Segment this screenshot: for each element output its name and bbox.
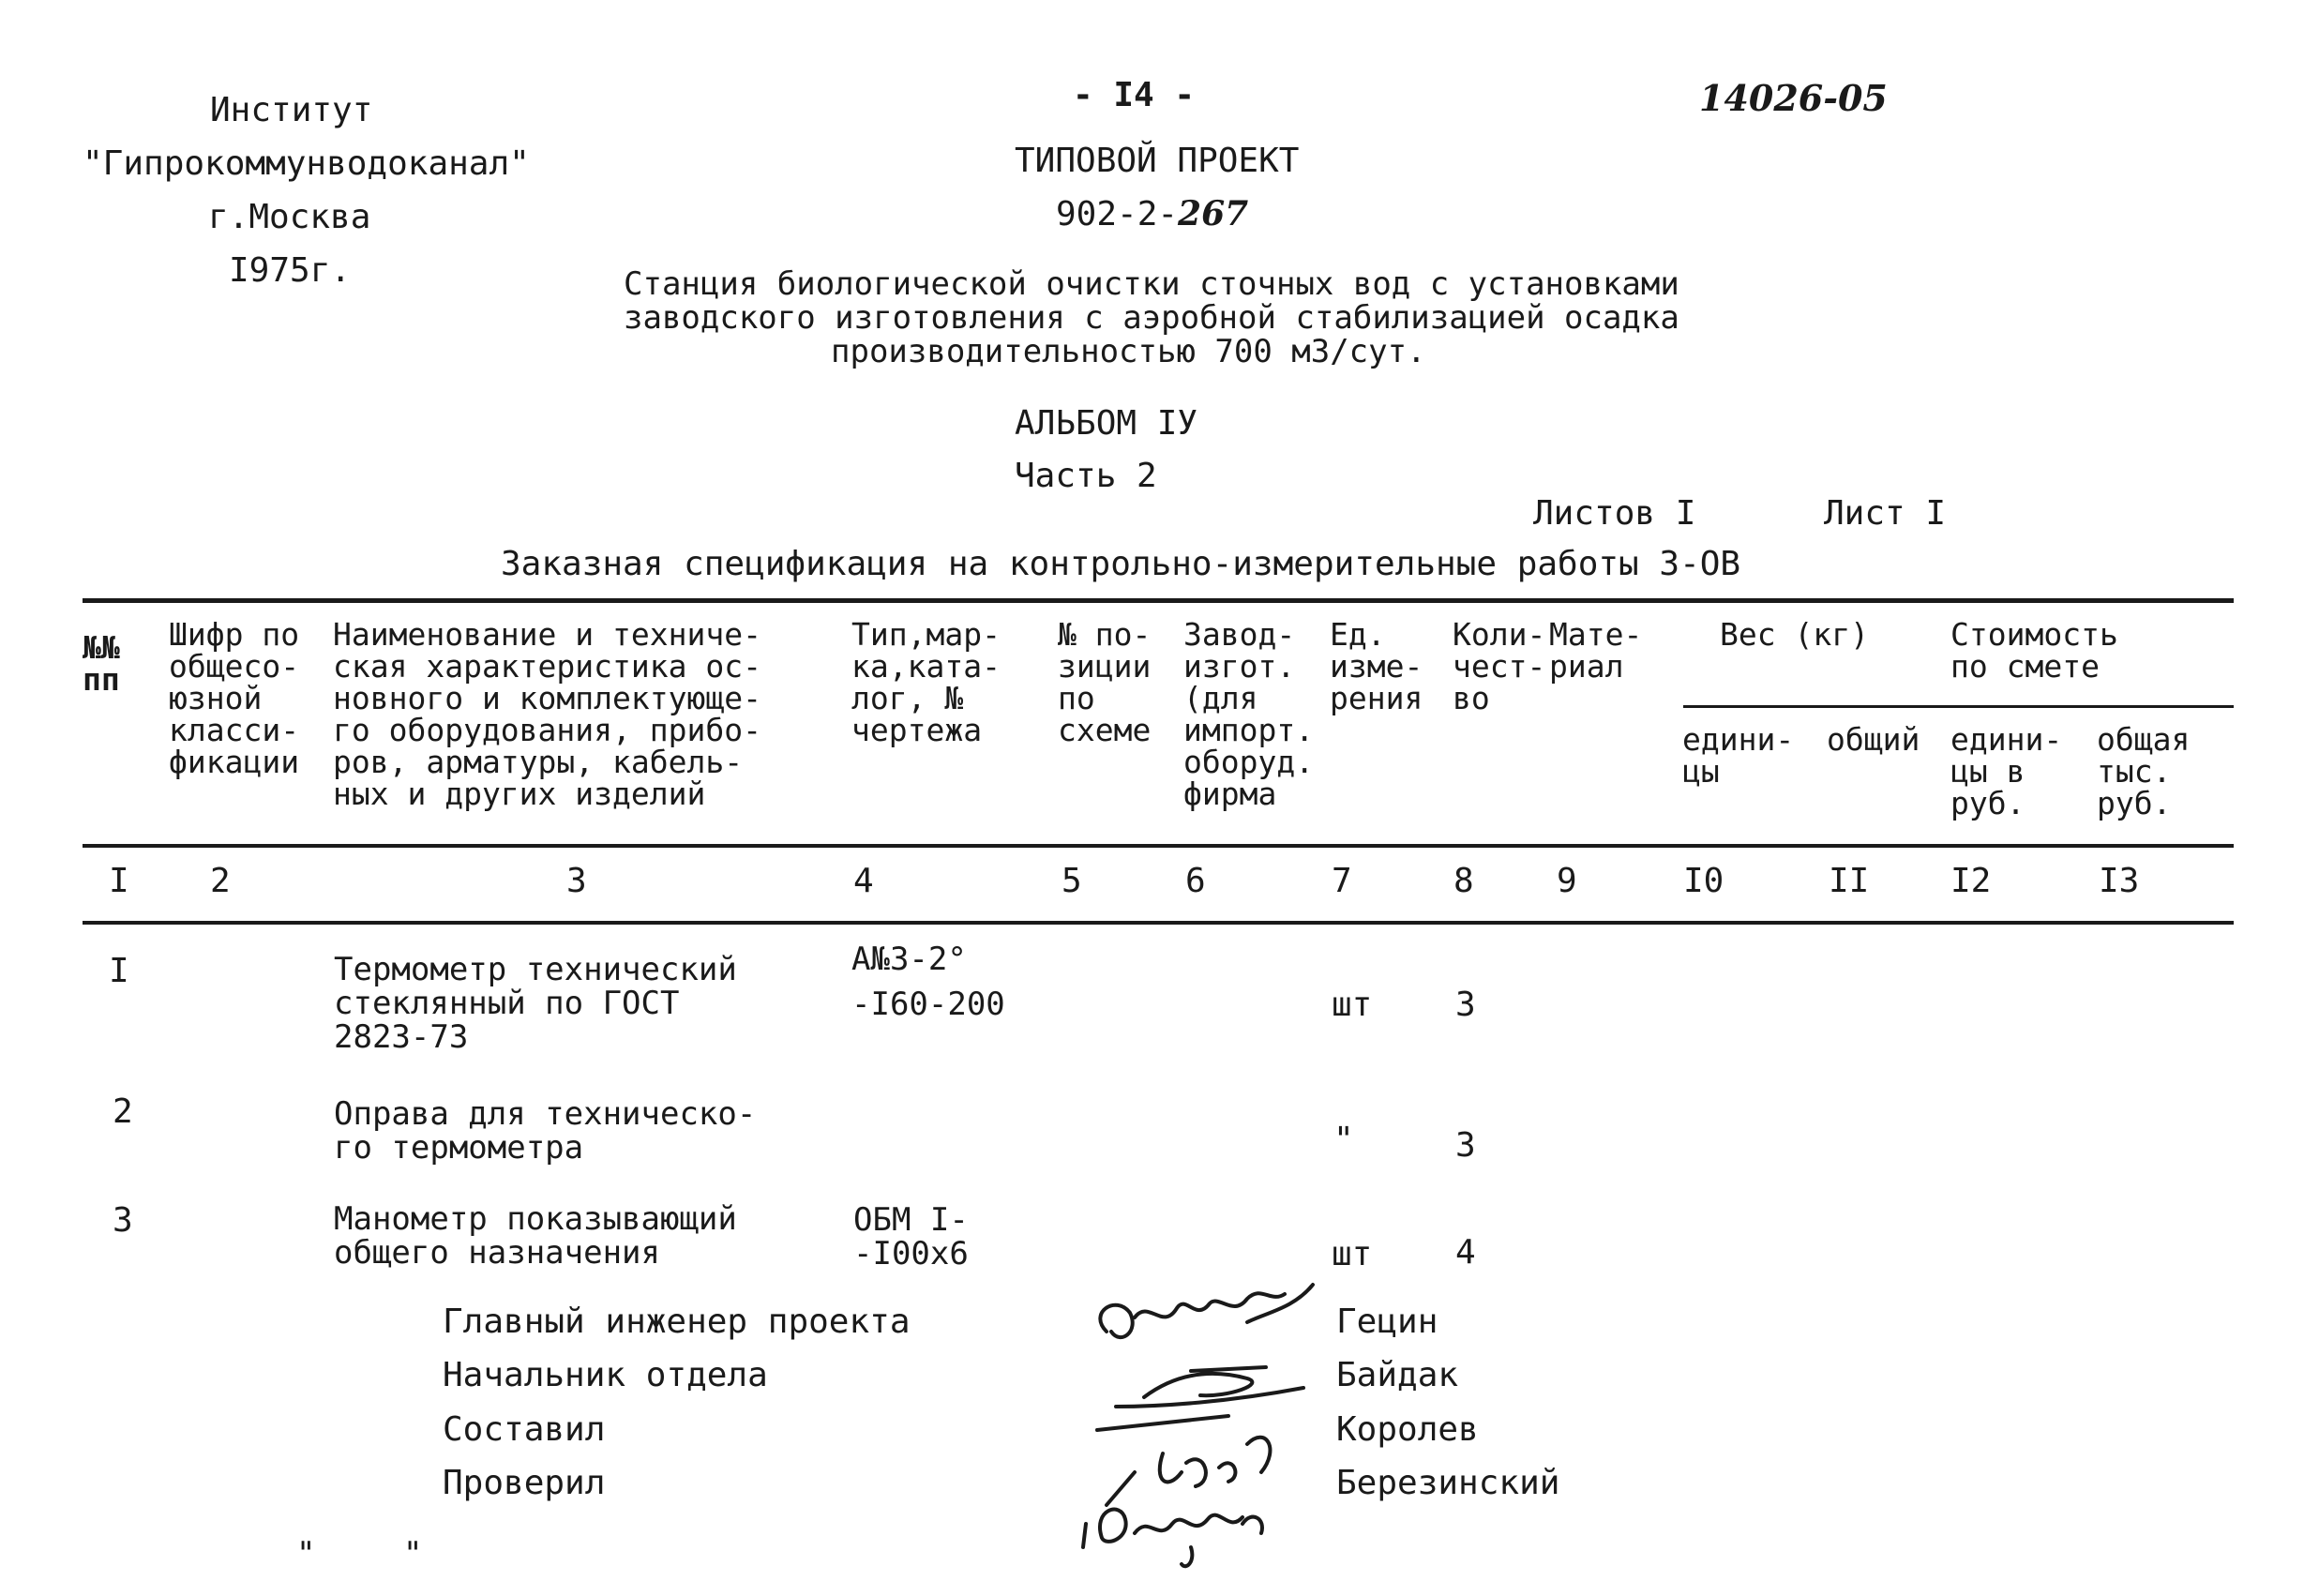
institute-label: Институт (210, 91, 373, 129)
signature-name-chief-engineer: Гецин (1336, 1302, 1438, 1341)
album-label: АЛЬБОМ IУ (1015, 404, 1198, 443)
header-type-brand: Тип,мар- ка,ката- лог, № чертежа (851, 616, 1001, 748)
header-manufacturer: Завод- изгот. (для импорт. оборуд. фирма (1183, 616, 1315, 812)
project-title-line2: заводского изготовления с аэробной стабилизацией осадка (624, 299, 1679, 337)
col-number-3: 3 (566, 862, 587, 900)
institute-city: г.Москва (208, 198, 371, 236)
row-type-line1: ОБМ I- (853, 1201, 969, 1239)
signature-role-compiled-by: Составил (443, 1410, 606, 1449)
row-number: 3 (113, 1201, 133, 1240)
header-material: Мате- риал (1549, 616, 1643, 685)
table-top-border (83, 598, 2234, 603)
row-type-line2: -I60-200 (851, 986, 1005, 1023)
footer-ditto-mark-1: " (296, 1535, 316, 1573)
header-item-name: Наименование и техниче- ская характеристика ос- новного и комплектующе- го оборудования, прибо- ров, арматуры, кабель- ных и других изделий (333, 616, 761, 812)
signature-role-department-head: Начальник отдела (443, 1356, 768, 1394)
col-number-1: I (109, 862, 129, 900)
institute-org: "Гипрокоммунводоканал" (83, 144, 530, 183)
header-weight-unit: едини- цы (1682, 721, 1795, 790)
row-number: 2 (113, 1092, 133, 1131)
header-weight: Вес (кг) (1720, 616, 1869, 653)
header-cost: Стоимость по смете (1950, 616, 2118, 685)
row-unit: шт (1332, 1235, 1373, 1273)
row-quantity: 4 (1455, 1233, 1476, 1272)
header-weight-total: общий (1827, 721, 1920, 758)
project-type: ТИПОВОЙ ПРОЕКТ (1015, 142, 1300, 180)
row-quantity: 3 (1455, 1126, 1476, 1165)
row-item-name: Оправа для техническо- го термометра (334, 1095, 757, 1167)
row-unit: " (1333, 1121, 1354, 1159)
header-classification-code: Шифр по общесо- юзной класси- фикации (169, 616, 300, 780)
project-title-line3: производительностью 700 м3/сут. (831, 333, 1426, 370)
document-code: 14026-05 (1699, 77, 1888, 119)
project-title-line1: Станция биологической очистки сточных вод с установками (624, 265, 1679, 303)
col-number-13: I3 (2099, 862, 2140, 900)
col-number-4: 4 (853, 862, 874, 900)
sheets-total: Листов I (1533, 494, 1696, 533)
signature-role-chief-engineer: Главный инженер проекта (443, 1302, 911, 1341)
col-number-9: 9 (1557, 862, 1577, 900)
project-number-prefix: 902-2- (1056, 195, 1179, 233)
sheet-number: Лист I (1824, 494, 1947, 533)
row-type-line1: А№3-2° (851, 941, 967, 978)
header-quantity: Коли- чест- во (1453, 616, 1546, 716)
footer-ditto-mark-2: " (403, 1535, 423, 1573)
row-item-name: Манометр показывающий общего назначения (334, 1200, 737, 1272)
col-number-8: 8 (1453, 862, 1474, 900)
signature-name-department-head: Байдак (1336, 1356, 1459, 1394)
institute-year: I975г. (229, 251, 352, 290)
project-number-suffix: 267 (1178, 194, 1249, 233)
row-unit: шт (1332, 986, 1373, 1024)
signature-role-checked-by: Проверил (443, 1464, 606, 1502)
header-position: № по- зиции по схеме (1058, 616, 1152, 748)
handwritten-signatures (1078, 1266, 1350, 1575)
header-row-number: №№ пп (83, 629, 120, 698)
weight-cost-divider (1683, 705, 2234, 708)
col-number-6: 6 (1185, 862, 1206, 900)
col-number-5: 5 (1062, 862, 1082, 900)
row-quantity: 3 (1455, 986, 1476, 1024)
header-unit: Ед. изме- рения (1330, 616, 1423, 716)
column-numbers-border (83, 921, 2234, 925)
part-label: Часть 2 (1015, 457, 1157, 495)
project-number (1056, 195, 1248, 233)
col-number-7: 7 (1332, 862, 1352, 900)
row-item-name: Термометр технический стеклянный по ГОСТ 2823-73 (334, 951, 737, 1056)
col-number-11: II (1829, 862, 1870, 900)
header-bottom-border (83, 844, 2234, 848)
page-number: - I4 - (1073, 76, 1196, 114)
col-number-2: 2 (210, 862, 231, 900)
col-number-12: I2 (1950, 862, 1992, 900)
row-type-line2: -I00x6 (853, 1235, 969, 1272)
signature-name-compiled-by: Королев (1336, 1410, 1479, 1449)
header-cost-total: общая тыс. руб. (2097, 721, 2191, 821)
signature-name-checked-by: Березинский (1336, 1464, 1560, 1502)
header-cost-unit: едини- цы в руб. (1950, 721, 2063, 821)
col-number-10: I0 (1683, 862, 1724, 900)
spec-title: Заказная спецификация на контрольно-измерительные работы 3-ОВ (501, 545, 1741, 583)
row-number: I (109, 952, 129, 990)
